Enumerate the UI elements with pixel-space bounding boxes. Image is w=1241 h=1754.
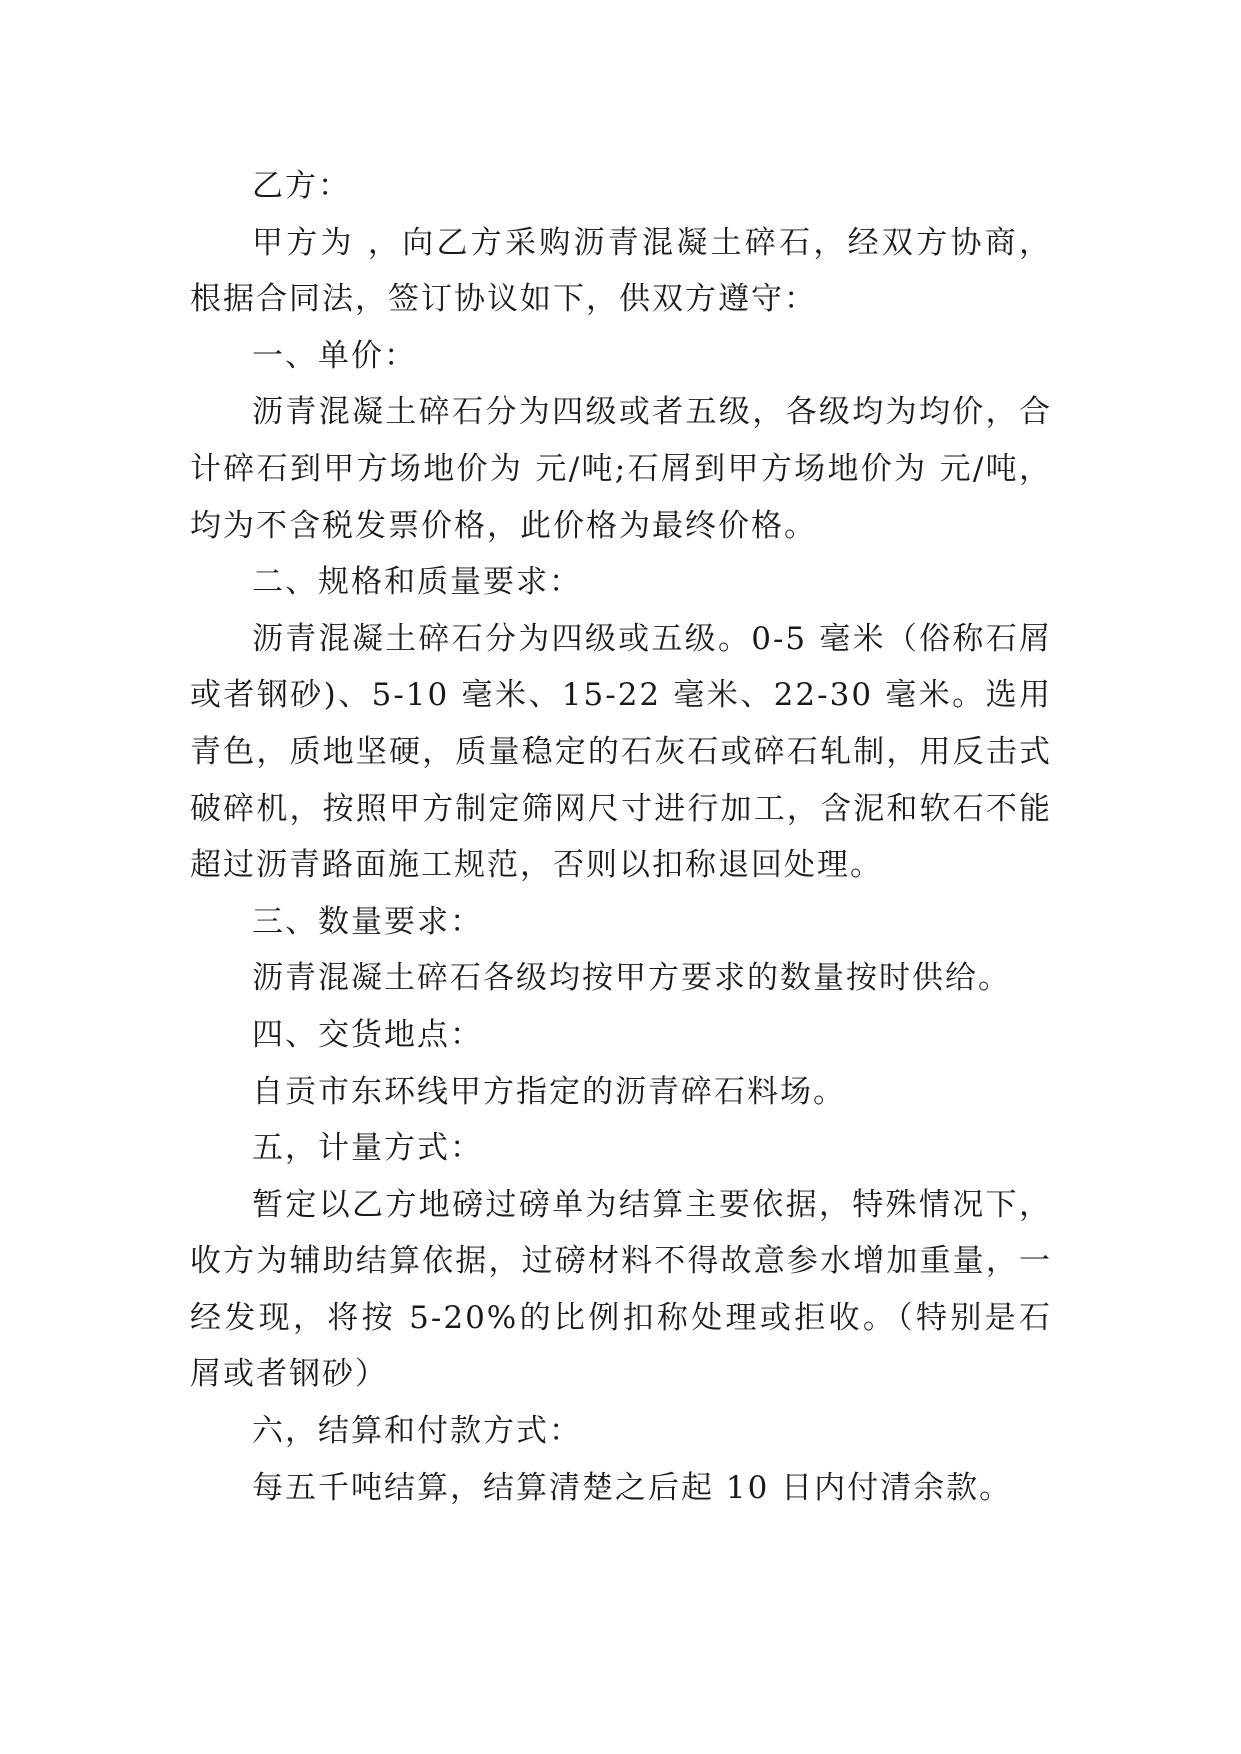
party-b-label: 乙方： [252, 168, 351, 204]
section-heading-payment: 六，结算和付款方式： [252, 1413, 582, 1450]
intro-paragraph: 甲方为 ，向乙方采购沥青混凝土碎石，经双方协商，根据合同法，签订协议如下，供双方遵守： [190, 224, 1052, 318]
section-heading-quantity: 三、数量要求： [252, 903, 483, 940]
section-heading-spec: 二、规格和质量要求： [252, 564, 582, 601]
spec-paragraph: 沥青混凝土碎石分为四级或五级。0-5 毫米（俗称石屑或者钢砂)、5-10 毫米、15-22 毫米、22-30 毫米。选用青色，质地坚硬，质量稳定的石灰石或碎石轧制，用反击式破碎机，按照甲方制定筛网尺寸进行加工，含泥和软石不能超过沥青路面施工规范，否则以扣称退回处理。 [190, 620, 1052, 884]
measurement-paragraph: 暂定以乙方地磅过磅单为结算主要依据，特殊情况下，收方为辅助结算依据，过磅材料不得故意参水增加重量，一经发现，将按 5-20%的比例扣称处理或拒收。（特别是石屑或者钢砂） [190, 1186, 1052, 1393]
delivery-paragraph: 自贡市东环线甲方指定的沥青碎石料场。 [252, 1073, 846, 1110]
section-heading-delivery: 四、交货地点： [252, 1016, 483, 1053]
contract-body [190, 158, 1052, 1516]
section-heading-price: 一、单价： [252, 337, 417, 374]
payment-paragraph: 每五千吨结算，结算清楚之后起 10 日内付清余款。 [252, 1469, 1013, 1506]
quantity-paragraph: 沥青混凝土碎石各级均按甲方要求的数量按时供给。 [252, 960, 1011, 997]
price-paragraph: 沥青混凝土碎石分为四级或者五级，各级均为均价，合计碎石到甲方场地价为 元/吨;石屑到甲方场地价为 元/吨，均为不含税发票价格，此价格为最终价格。 [190, 394, 1052, 544]
section-heading-measurement: 五，计量方式： [252, 1130, 483, 1167]
